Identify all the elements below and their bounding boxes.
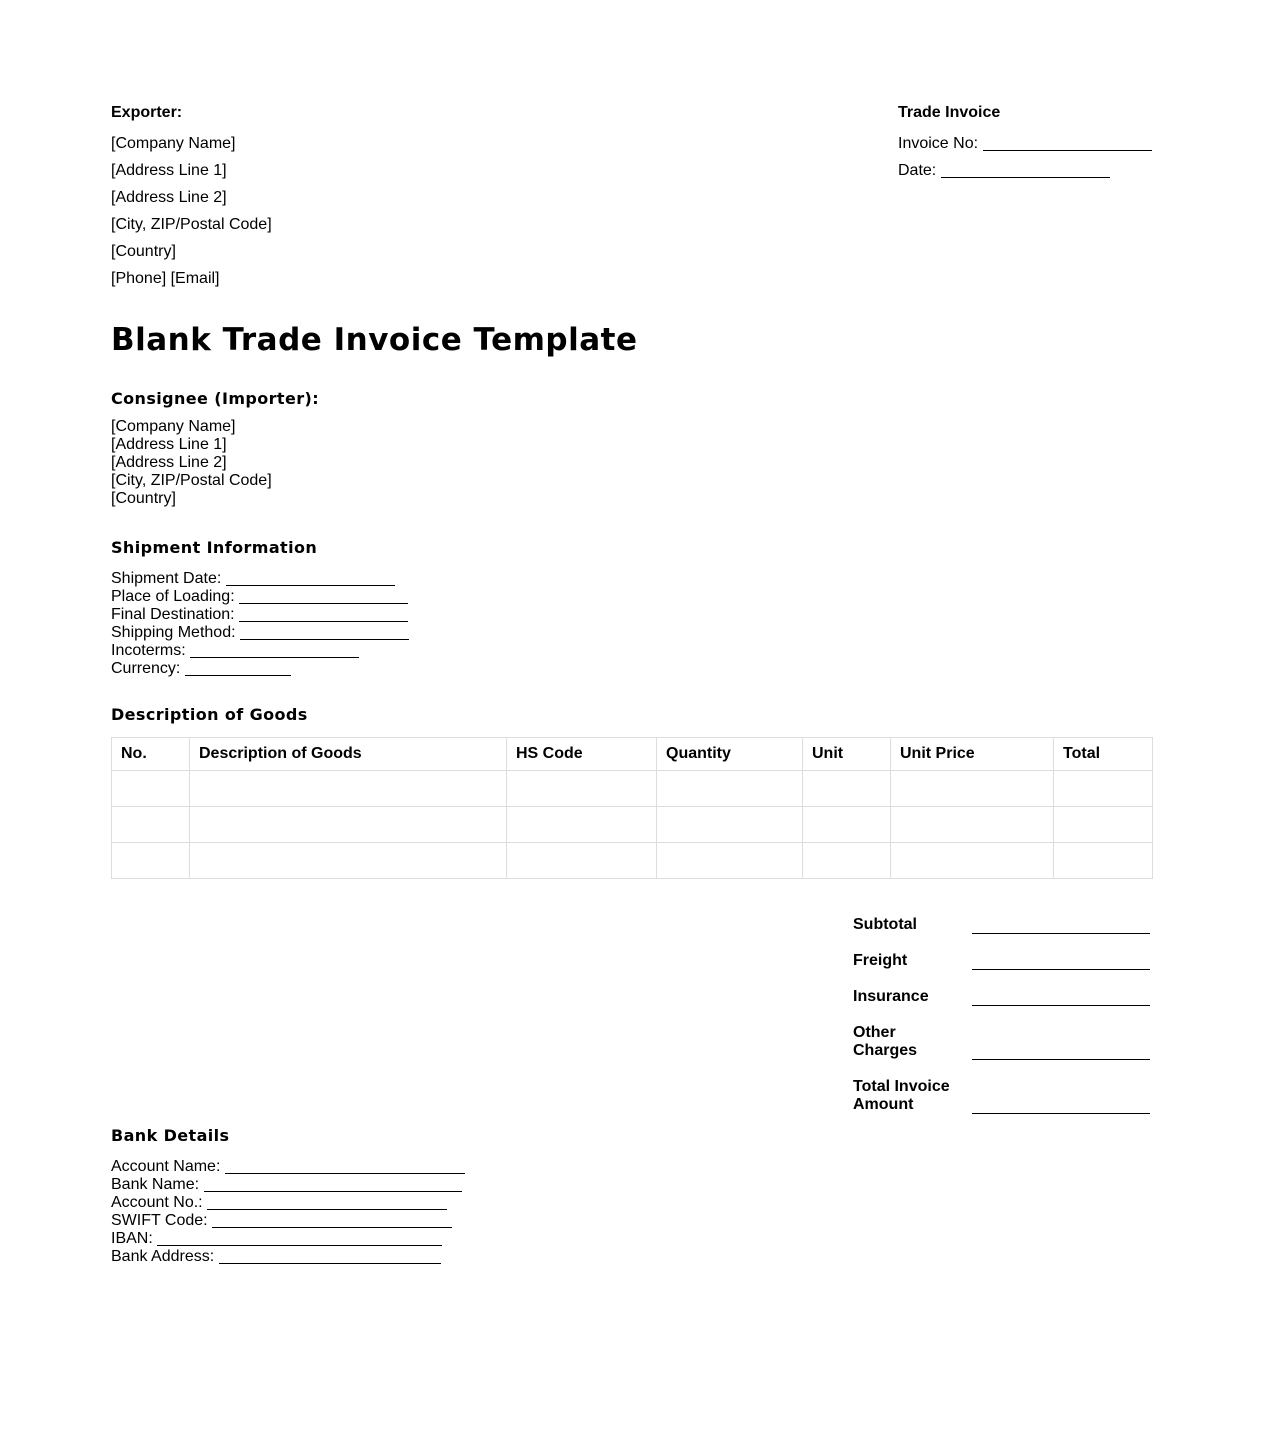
account-no-field	[111, 1191, 465, 1209]
other-charges-blank[interactable]	[972, 1059, 1150, 1060]
table-row	[112, 771, 1153, 807]
subtotal-blank[interactable]	[972, 933, 1150, 934]
bank-address-label: Bank Address:	[111, 1248, 215, 1265]
cell-unit[interactable]	[803, 771, 891, 807]
shipping-method-field	[111, 621, 409, 639]
consignee-block	[111, 389, 319, 508]
cell-hs-code[interactable]	[507, 771, 657, 807]
bank-name-field	[111, 1173, 465, 1191]
total-invoice-amount-label: Total Invoice Amount	[853, 1078, 950, 1113]
account-no-blank[interactable]	[207, 1194, 447, 1210]
shipment-date-blank[interactable]	[226, 570, 395, 586]
cell-description[interactable]	[190, 807, 507, 843]
cell-description[interactable]	[190, 843, 507, 879]
account-name-blank[interactable]	[225, 1158, 465, 1174]
cell-hs-code[interactable]	[507, 807, 657, 843]
cell-description[interactable]	[190, 771, 507, 807]
cell-unit[interactable]	[803, 807, 891, 843]
shipment-heading: Shipment Information	[111, 538, 318, 557]
bank-heading: Bank Details	[111, 1126, 230, 1145]
exporter-phone-email: [Phone] [Email]	[111, 270, 220, 287]
incoterms-field	[111, 639, 409, 657]
currency-blank[interactable]	[185, 660, 291, 676]
subtotal-row	[853, 916, 1153, 934]
date-blank[interactable]	[941, 162, 1110, 178]
insurance-blank[interactable]	[972, 1005, 1150, 1006]
currency-field	[111, 657, 409, 675]
trade-invoice-block	[898, 103, 1158, 184]
cell-no[interactable]	[112, 771, 190, 807]
cell-no[interactable]	[112, 843, 190, 879]
shipping-method-label: Shipping Method:	[111, 624, 236, 641]
consignee-address-line-2: [Address Line 2]	[111, 454, 227, 471]
freight-blank[interactable]	[972, 969, 1150, 970]
bank-address-blank[interactable]	[219, 1248, 441, 1264]
bank-name-blank[interactable]	[204, 1176, 462, 1192]
other-charges-row	[853, 1024, 1153, 1060]
cell-total[interactable]	[1054, 771, 1153, 807]
account-no-label: Account No.:	[111, 1194, 203, 1211]
place-of-loading-label: Place of Loading:	[111, 588, 235, 605]
cell-total[interactable]	[1054, 843, 1153, 879]
trade-invoice-title: Trade Invoice	[898, 104, 1001, 121]
consignee-heading: Consignee (Importer):	[111, 389, 320, 408]
exporter-address-line-1: [Address Line 1]	[111, 162, 227, 179]
swift-code-field	[111, 1209, 465, 1227]
iban-label: IBAN:	[111, 1230, 153, 1247]
col-header-no: No.	[112, 738, 190, 771]
freight-label: Freight	[853, 952, 908, 969]
col-header-unit-price: Unit Price	[891, 738, 1054, 771]
cell-no[interactable]	[112, 807, 190, 843]
invoice-no-label: Invoice No:	[898, 135, 979, 152]
cell-quantity[interactable]	[657, 771, 803, 807]
table-row	[112, 843, 1153, 879]
currency-label: Currency:	[111, 660, 181, 677]
cell-unit-price[interactable]	[891, 807, 1054, 843]
place-of-loading-field	[111, 585, 409, 603]
incoterms-blank[interactable]	[190, 642, 359, 658]
cell-unit[interactable]	[803, 843, 891, 879]
consignee-company-name: [Company Name]	[111, 418, 236, 435]
col-header-total: Total	[1054, 738, 1153, 771]
swift-code-label: SWIFT Code:	[111, 1212, 208, 1229]
cell-hs-code[interactable]	[507, 843, 657, 879]
cell-unit-price[interactable]	[891, 843, 1054, 879]
insurance-label: Insurance	[853, 988, 929, 1005]
date-field	[898, 157, 1158, 184]
goods-table	[111, 737, 1153, 879]
consignee-address-line-1: [Address Line 1]	[111, 436, 227, 453]
col-header-hs-code: HS Code	[507, 738, 657, 771]
final-destination-label: Final Destination:	[111, 606, 235, 623]
goods-table-header	[112, 738, 1153, 771]
exporter-company-name: [Company Name]	[111, 135, 236, 152]
insurance-row	[853, 988, 1153, 1006]
shipment-info-block	[111, 538, 409, 675]
subtotal-label: Subtotal	[853, 916, 917, 933]
exporter-block	[111, 103, 272, 292]
account-name-field	[111, 1155, 465, 1173]
other-charges-label: Other Charges	[853, 1024, 918, 1059]
page-title: Blank Trade Invoice Template	[111, 322, 638, 358]
exporter-heading: Exporter:	[111, 104, 183, 121]
iban-blank[interactable]	[157, 1230, 442, 1246]
col-header-description: Description of Goods	[190, 738, 507, 771]
exporter-city-zip: [City, ZIP/Postal Code]	[111, 216, 272, 233]
swift-code-blank[interactable]	[212, 1212, 452, 1228]
place-of-loading-blank[interactable]	[239, 588, 408, 604]
shipment-date-label: Shipment Date:	[111, 570, 222, 587]
table-row	[112, 807, 1153, 843]
col-header-unit: Unit	[803, 738, 891, 771]
cell-unit-price[interactable]	[891, 771, 1054, 807]
incoterms-label: Incoterms:	[111, 642, 186, 659]
cell-total[interactable]	[1054, 807, 1153, 843]
goods-heading: Description of Goods	[111, 705, 308, 724]
exporter-country: [Country]	[111, 243, 176, 260]
invoice-no-blank[interactable]	[983, 135, 1152, 151]
total-invoice-amount-row	[853, 1078, 1153, 1114]
consignee-country: [Country]	[111, 490, 176, 507]
col-header-quantity: Quantity	[657, 738, 803, 771]
final-destination-blank[interactable]	[239, 606, 408, 622]
date-label: Date:	[898, 162, 937, 179]
exporter-address-line-2: [Address Line 2]	[111, 189, 227, 206]
invoice-no-field	[898, 130, 1158, 157]
account-name-label: Account Name:	[111, 1158, 221, 1175]
iban-field	[111, 1227, 465, 1245]
bank-name-label: Bank Name:	[111, 1176, 200, 1193]
total-invoice-amount-blank[interactable]	[972, 1113, 1150, 1114]
cell-quantity[interactable]	[657, 807, 803, 843]
consignee-city-zip: [City, ZIP/Postal Code]	[111, 472, 272, 489]
freight-row	[853, 952, 1153, 970]
final-destination-field	[111, 603, 409, 621]
shipping-method-blank[interactable]	[240, 624, 409, 640]
totals-block	[853, 916, 1153, 1132]
shipment-date-field	[111, 567, 409, 585]
goods-section	[111, 705, 1152, 879]
bank-details-block	[111, 1126, 465, 1263]
bank-address-field	[111, 1245, 465, 1263]
cell-quantity[interactable]	[657, 843, 803, 879]
